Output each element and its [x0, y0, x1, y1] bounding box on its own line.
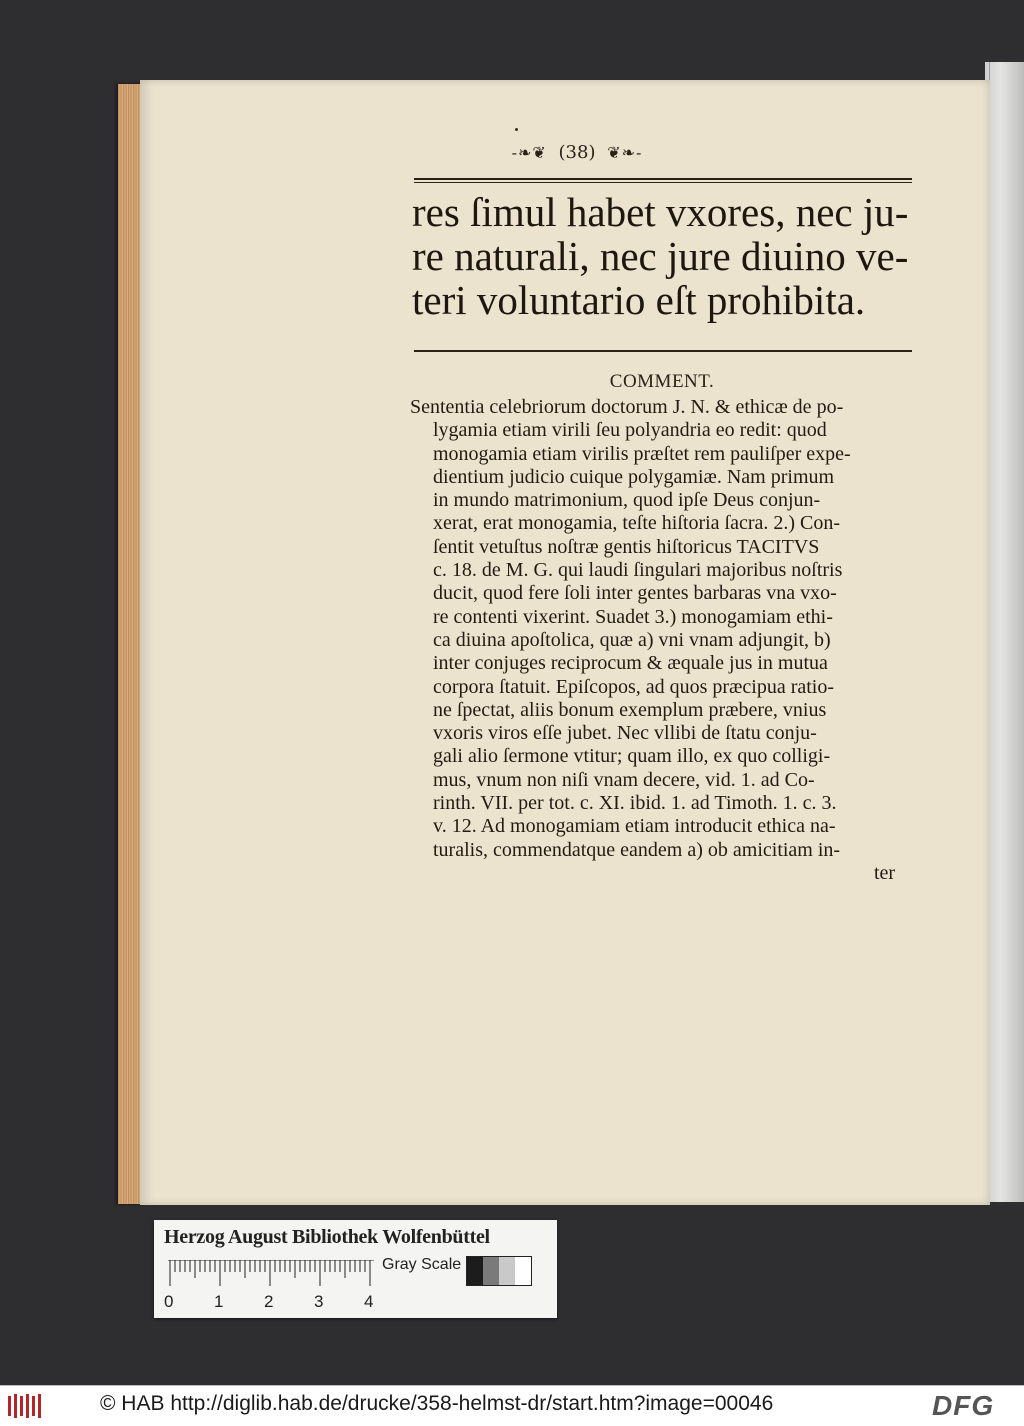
headline-line: res ſimul habet vxores, nec ju-: [412, 189, 909, 235]
text-line: Sententia celebriorum doctorum J. N. & ethicæ de po-: [410, 396, 844, 418]
ruler-numbers: [164, 1292, 384, 1314]
header-ornament-right: ❦❧-: [607, 143, 643, 162]
text-line: turalis, commendatque eandem a) ob amicitiam in-: [433, 838, 841, 861]
text-line: monogamia etiam virilis præſtet rem pauliſper expe-: [433, 442, 851, 465]
viewer-footer: [0, 1385, 1024, 1426]
text-line: re contenti vixerint. Suadet 3.) monogamiam ethi-: [433, 605, 833, 628]
text-line: v. 12. Ad monogamiam etiam introducit ethica na-: [433, 815, 836, 838]
text-line: in mundo matrimonium, quod ipſe Deus conjun-: [433, 489, 821, 512]
copyright-link[interactable]: © HAB http://diglib.hab.de/drucke/358-helmst-dr/start.htm?image=00046: [100, 1392, 774, 1415]
section-headline: [412, 190, 932, 322]
ink-speck: [515, 128, 518, 131]
page-number: (38): [558, 142, 596, 163]
color-calibration-card: [154, 1220, 557, 1318]
ruler-number: 3: [314, 1292, 324, 1311]
hab-logo-icon[interactable]: [6, 1392, 46, 1420]
ruler-number: 1: [214, 1292, 224, 1311]
text-line: ca diuina apoſtolica, quæ a) vni vnam adjungit, b): [433, 628, 831, 651]
gray-swatch: [467, 1257, 483, 1285]
gray-scale-label: Gray Scale: [382, 1256, 462, 1273]
text-line: rinth. VII. per tot. c. XI. ibid. 1. ad Timoth. 1. c. 3.: [433, 792, 837, 815]
ruler-number: 2: [264, 1292, 274, 1311]
text-line: vxoris viros eſſe jubet. Nec vllibi de ſtatu conju-: [433, 722, 817, 745]
text-line: corpora ſtatuit. Epiſcopos, ad quos præcipua ratio-: [433, 675, 835, 698]
text-line: inter conjuges reciprocum & æquale jus in mutua: [433, 652, 828, 675]
text-line: ducit, quod fere ſoli inter gentes barbaras vna vxo-: [433, 582, 837, 605]
text-line: xerat, erat monogamia, teſte hiſtoria ſacra. 2.) Con-: [433, 512, 841, 535]
header-ornament-left: -❧❦: [511, 143, 547, 162]
headline-line: teri voluntario eſt prohibita.: [412, 277, 866, 323]
ruler-scale: [168, 1260, 374, 1290]
comment-heading: COMMENT.: [609, 371, 715, 392]
header-rule-thin: [414, 182, 912, 183]
facing-page-edge: [985, 62, 1024, 1202]
gray-swatch: [483, 1257, 499, 1285]
ruler-number: 0: [164, 1292, 174, 1311]
header-rule: [414, 178, 912, 180]
headline-line: re naturali, nec jure diuino ve-: [412, 233, 909, 279]
library-name: Herzog August Bibliothek Wolfenbüttel: [164, 1226, 490, 1248]
section-rule: [414, 350, 912, 352]
gray-swatch: [515, 1257, 531, 1285]
catchword: ter: [874, 862, 896, 884]
text-line: ne ſpectat, aliis bonum exemplum præbere, vnius: [433, 698, 827, 721]
dfg-logo[interactable]: DFG: [932, 1390, 995, 1421]
text-line: mus, vnum non niſi vnam decere, vid. 1. ad Co-: [433, 768, 815, 791]
ruler-number: 4: [364, 1292, 374, 1311]
text-line: gali alio ſermone vtitur; quam illo, ex quo colligi-: [433, 745, 831, 768]
text-line: dientium judicio cuique polygamiæ. Nam primum: [433, 465, 835, 488]
commentary-body: [410, 396, 922, 862]
running-header: [65, 142, 1024, 163]
text-line: lygamia etiam virili ſeu polyandria eo redit: quod: [433, 419, 827, 442]
gray-scale-swatches: [466, 1256, 532, 1286]
gray-swatch: [499, 1257, 515, 1285]
text-line: ſentit vetuſtus noſtræ gentis hiſtoricus TACITVS: [433, 535, 820, 558]
text-line: c. 18. de M. G. qui laudi ſingulari majoribus noſtris: [433, 559, 843, 582]
